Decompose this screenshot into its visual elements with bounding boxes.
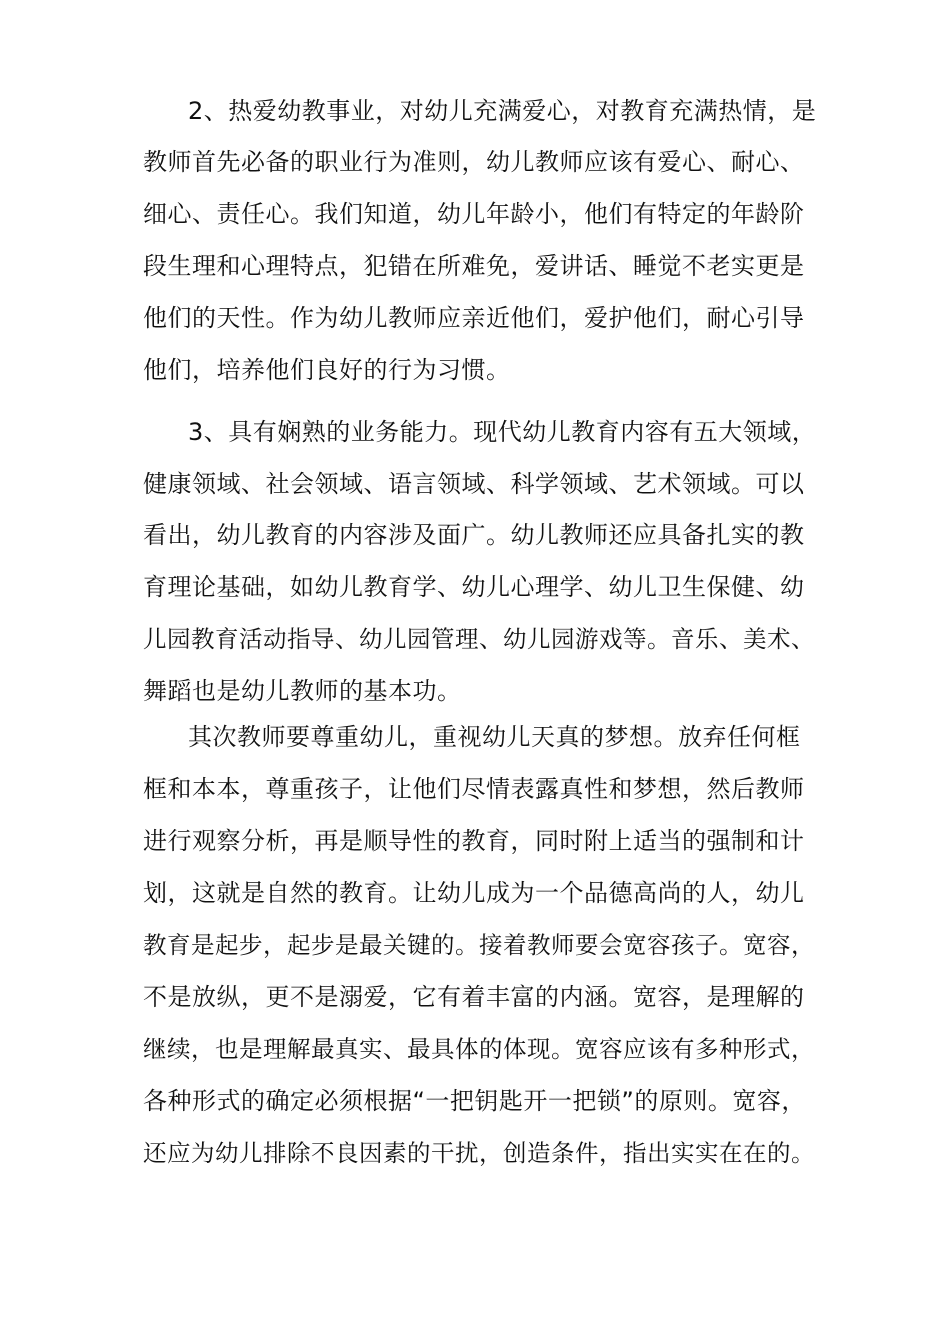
paragraph-2-line-2: 健康领域、社会领域、语言领域、科学领域、艺术领域。可以 (143, 470, 805, 498)
paragraph-3-line-4: 划，这就是自然的教育。让幼儿成为一个品德高尚的人，幼儿 (143, 879, 805, 907)
paragraph-3-line-5: 教育是起步，起步是最关键的。接着教师要会宽容孩子。宽容， (143, 931, 815, 959)
paragraph-3-line-7: 继续，也是理解最真实、最具体的体现。宽容应该有多种形式， (143, 1035, 815, 1063)
paragraph-2-line-1: 3、具有娴熟的业务能力。现代幼儿教育内容有五大领域， (188, 418, 817, 446)
paragraph-1-line-4: 段生理和心理特点，犯错在所难免，爱讲话、睡觉不老实更是 (143, 252, 805, 280)
paragraph-3-line-9: 还应为幼儿排除不良因素的干扰，创造条件，指出实实在在的。 (143, 1139, 815, 1167)
paragraph-3-line-2: 框和本本，尊重孩子，让他们尽情表露真性和梦想，然后教师 (143, 775, 805, 803)
paragraph-2-line-3: 看出，幼儿教育的内容涉及面广。幼儿教师还应具备扎实的教 (143, 521, 805, 549)
paragraph-3-line-3: 进行观察分析，再是顺导性的教育，同时附上适当的强制和计 (143, 827, 805, 855)
paragraph-1-line-5: 他们的天性。作为幼儿教师应亲近他们，爱护他们，耐心引导 (143, 304, 805, 332)
paragraph-3-line-1: 其次教师要尊重幼儿，重视幼儿天真的梦想。放弃任何框 (188, 723, 801, 751)
paragraph-2-line-5: 儿园教育活动指导、幼儿园管理、幼儿园游戏等。音乐、美术、 (143, 625, 815, 653)
paragraph-2-line-4: 育理论基础，如幼儿教育学、幼儿心理学、幼儿卫生保健、幼 (143, 573, 805, 601)
paragraph-1-line-1: 2、热爱幼教事业，对幼儿充满爱心，对教育充满热情，是 (188, 97, 817, 125)
paragraph-1-line-3: 细心、责任心。我们知道，幼儿年龄小，他们有特定的年龄阶 (143, 200, 805, 228)
paragraph-1-line-6: 他们，培养他们良好的行为习惯。 (143, 356, 511, 384)
paragraph-2-line-6: 舞蹈也是幼儿教师的基本功。 (143, 677, 462, 705)
paragraph-3-line-6: 不是放纵，更不是溺爱，它有着丰富的内涵。宽容，是理解的 (143, 983, 805, 1011)
paragraph-3-line-8: 各种形式的确定必须根据“一把钥匙开一把锁”的原则。宽容， (143, 1087, 806, 1115)
paragraph-1-line-2: 教师首先必备的职业行为准则，幼儿教师应该有爱心、耐心、 (143, 148, 805, 176)
